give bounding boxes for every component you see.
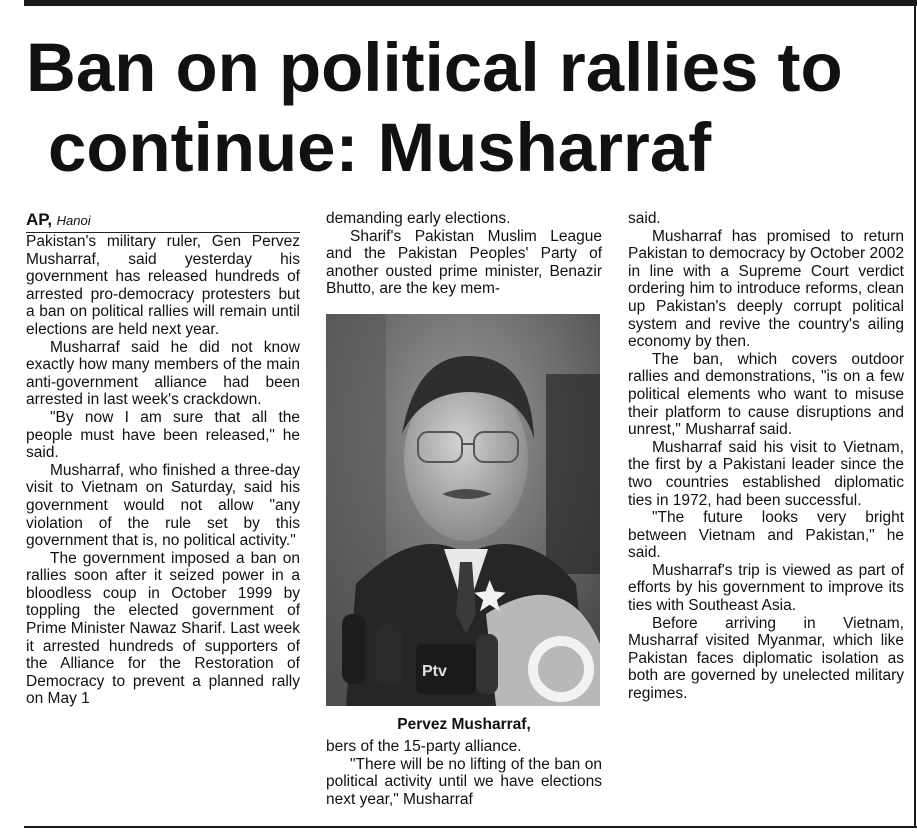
column-2-top [326,210,602,298]
paragraph: Musharraf said he did not know exactly how many members of the main anti-government alliance had been arrested in last week's crackdown. [26,338,300,409]
paragraph: "There will be no lifting of the ban on political activity until we have elections next year," Musharraf [326,755,602,808]
news-photo [326,314,600,706]
paragraph: Musharraf has promised to return Pakistan to democracy by October 2002 in line with a Supreme Court verdict ordering him to introduce reforms, clean up Pakistan's deeply corrupt political system and revive the country's ailing economy by then. [628,227,904,351]
headline-line-2: continue: Musharraf [48,109,712,186]
paragraph: Musharraf's trip is viewed as part of efforts by his government to improve its ties with Southeast Asia. [628,561,904,615]
byline-agency: AP, [26,210,53,229]
paragraph: The ban, which covers outdoor rallies and demonstrations, "is on a few political elements who want to misuse their platform to cause disruptions and unrest," Musharraf said. [628,350,904,439]
headline-line-1: Ban on political rallies to [26,29,843,106]
photo-illustration [326,314,600,706]
paragraph: "By now I am sure that all the people must have been released," he said. [26,408,300,462]
column-1 [26,210,300,708]
paragraph: said. [628,210,661,227]
top-rule [24,0,917,6]
paragraph: bers of the 15-party alliance. [326,738,522,755]
photo-caption: Pervez Musharraf, [397,716,531,733]
paragraph: Musharraf, who finished a three-day visit to Vietnam on Saturday, said his government would not allow "any violation of the rule set by this government that is, no political activity." [26,461,300,550]
byline [26,210,300,233]
mic-label: Ptv [422,663,447,680]
paragraph: The government imposed a ban on rallies soon after it seized power in a bloodless coup in October 1999 by toppling the elected government of Prime Minister Nawaz Sharif. Last week it arrested hundreds of supporters of the Alliance for the Restoration of Democracy to prevent a planned rally on May 1 [26,549,300,708]
paragraph: Pakistan's military ruler, Gen Pervez Musharraf, said yesterday his government has released hundreds of arrested pro-democracy protesters but a ban on political rallies will remain until elections are held next year. [26,233,300,338]
right-rule [914,6,916,828]
paragraph: "The future looks very bright between Vietnam and Pakistan," he said. [628,509,904,562]
headline [26,28,906,188]
paragraph: Musharraf said his visit to Vietnam, the first by a Pakistani leader since the two countries established diplomatic ties in 1972, had been successful. [628,438,904,509]
paragraph: Sharif's Pakistan Muslim League and the Pakistan Peoples' Party of another ousted prime minister, Benazir Bhutto, are the key mem- [326,227,602,298]
bottom-rule [24,826,917,828]
paragraph: demanding early elections. [326,210,511,227]
column-3 [628,210,904,703]
column-2-bottom [326,738,602,808]
paragraph: Before arriving in Vietnam, Musharraf visited Myanmar, which like Pakistan faces diplomatic isolation as both are governed by unelected military regimes. [628,614,904,703]
byline-dateline: Hanoi [56,213,91,228]
